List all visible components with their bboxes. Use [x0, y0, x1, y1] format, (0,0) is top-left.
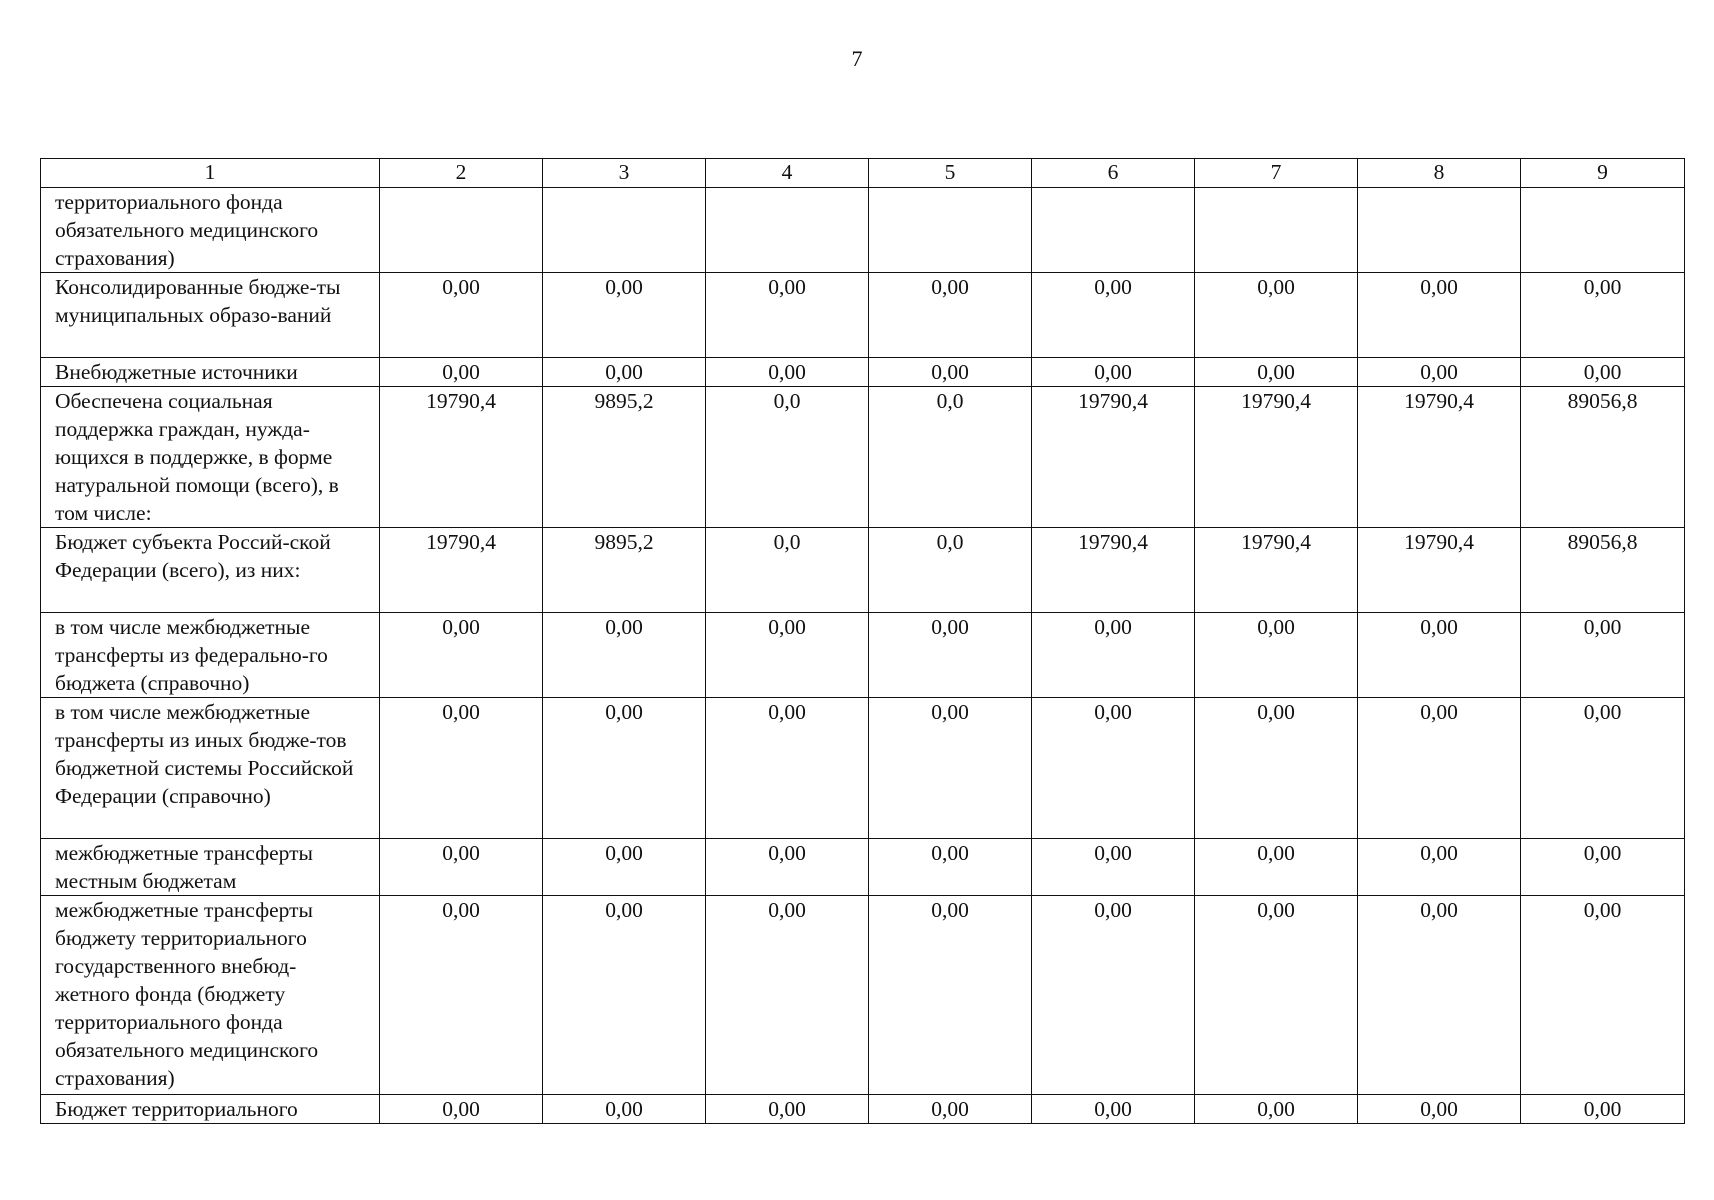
- table-cell: 0,00: [1032, 1095, 1195, 1124]
- table-cell: 0,00: [869, 698, 1032, 839]
- table-cell: 0,00: [869, 613, 1032, 698]
- table-cell: 0,00: [543, 896, 706, 1095]
- table-cell: 0,00: [543, 613, 706, 698]
- table-cell: [1521, 188, 1685, 273]
- table-cell: 0,00: [1521, 613, 1685, 698]
- column-header: 4: [706, 159, 869, 188]
- table-cell: 89056,8: [1521, 387, 1685, 528]
- table-cell: 0,00: [1521, 698, 1685, 839]
- table-cell: 0,00: [543, 273, 706, 358]
- table-cell: 0,00: [1032, 698, 1195, 839]
- table-cell: 0,00: [869, 358, 1032, 387]
- table-cell: 9895,2: [543, 528, 706, 613]
- table-cell: 19790,4: [1195, 387, 1358, 528]
- table-cell: 19790,4: [380, 387, 543, 528]
- table-cell: 0,00: [543, 839, 706, 896]
- table-cell: [706, 188, 869, 273]
- table-cell: 0,00: [1358, 698, 1521, 839]
- row-label: Обеспечена социальная поддержка граждан, нужда-ющихся в поддержке, в форме натуральной помощи (всего), в том числе:: [41, 387, 380, 528]
- table-cell: 0,00: [706, 839, 869, 896]
- table-cell: 0,00: [1032, 896, 1195, 1095]
- table-cell: 0,00: [543, 698, 706, 839]
- column-header: 9: [1521, 159, 1685, 188]
- table-cell: 0,00: [1195, 1095, 1358, 1124]
- table-cell: 0,00: [1521, 358, 1685, 387]
- table-cell: 89056,8: [1521, 528, 1685, 613]
- row-label: Бюджет территориального: [41, 1095, 380, 1124]
- table-cell: 19790,4: [380, 528, 543, 613]
- table-cell: [1195, 188, 1358, 273]
- table-cell: 0,00: [706, 698, 869, 839]
- table-cell: 0,00: [1521, 896, 1685, 1095]
- column-header: 1: [41, 159, 380, 188]
- table-cell: 0,00: [543, 358, 706, 387]
- row-label: Консолидированные бюдже-ты муниципальных образо-ваний: [41, 273, 380, 358]
- table-cell: [1032, 188, 1195, 273]
- table-cell: 0,0: [706, 528, 869, 613]
- table-cell: 0,00: [1358, 358, 1521, 387]
- table-row: [41, 528, 1685, 613]
- table-cell: 0,00: [706, 896, 869, 1095]
- table-cell: 0,00: [380, 896, 543, 1095]
- table-cell: 0,00: [869, 1095, 1032, 1124]
- table-cell: 0,00: [1358, 1095, 1521, 1124]
- table-cell: 0,00: [1032, 273, 1195, 358]
- row-label: межбюджетные трансферты бюджету территориального государственного внебюд-жетного фонда (бюджету территориального фонда обязательного медицинского страхования): [41, 896, 380, 1095]
- row-label: Бюджет субъекта Россий-ской Федерации (всего), из них:: [41, 528, 380, 613]
- table-cell: 0,0: [706, 387, 869, 528]
- table-cell: 0,00: [1521, 839, 1685, 896]
- table-cell: 0,00: [1195, 358, 1358, 387]
- table-cell: 19790,4: [1195, 528, 1358, 613]
- table-cell: [869, 188, 1032, 273]
- table-cell: 0,00: [543, 1095, 706, 1124]
- table-cell: 0,00: [706, 358, 869, 387]
- row-label: Внебюджетные источники: [41, 358, 380, 387]
- table-cell: 0,00: [1195, 273, 1358, 358]
- table-cell: 0,00: [1358, 896, 1521, 1095]
- budget-table: [40, 158, 1685, 1124]
- table-cell: [1358, 188, 1521, 273]
- table-cell: 0,00: [380, 273, 543, 358]
- table-cell: 19790,4: [1358, 528, 1521, 613]
- table-cell: 0,00: [1032, 839, 1195, 896]
- row-label: межбюджетные трансферты местным бюджетам: [41, 839, 380, 896]
- table-row: [41, 387, 1685, 528]
- table-cell: 19790,4: [1032, 387, 1195, 528]
- column-header: 8: [1358, 159, 1521, 188]
- table-cell: 0,00: [380, 1095, 543, 1124]
- row-label: в том числе межбюджетные трансферты из иных бюдже-тов бюджетной системы Российской Федерации (справочно): [41, 698, 380, 839]
- page-number: 7: [851, 46, 863, 71]
- table-cell: 9895,2: [543, 387, 706, 528]
- table-cell: 0,00: [1521, 273, 1685, 358]
- table-cell: 0,00: [1195, 613, 1358, 698]
- column-header: 2: [380, 159, 543, 188]
- table-cell: 0,00: [1032, 358, 1195, 387]
- table-cell: [543, 188, 706, 273]
- table-row: [41, 839, 1685, 896]
- table-cell: 19790,4: [1032, 528, 1195, 613]
- table-row: [41, 613, 1685, 698]
- table-row: [41, 358, 1685, 387]
- table-cell: 0,00: [706, 1095, 869, 1124]
- table-cell: 0,00: [380, 613, 543, 698]
- column-header: 7: [1195, 159, 1358, 188]
- table-row: [41, 896, 1685, 1095]
- table-cell: 0,00: [869, 273, 1032, 358]
- table-cell: 0,00: [869, 839, 1032, 896]
- table-row: [41, 1095, 1685, 1124]
- table-cell: 0,00: [1032, 613, 1195, 698]
- table-cell: 0,00: [380, 698, 543, 839]
- table-cell: 0,00: [380, 358, 543, 387]
- row-label: территориального фонда обязательного медицинского страхования): [41, 188, 380, 273]
- row-label: в том числе межбюджетные трансферты из федерально-го бюджета (справочно): [41, 613, 380, 698]
- table-header-row: [41, 159, 1685, 188]
- table-cell: 0,00: [869, 896, 1032, 1095]
- table-cell: 0,0: [869, 528, 1032, 613]
- table-cell: 0,00: [1358, 273, 1521, 358]
- table-cell: 0,00: [1358, 613, 1521, 698]
- table-cell: 19790,4: [1358, 387, 1521, 528]
- column-header: 3: [543, 159, 706, 188]
- table-cell: 0,00: [706, 613, 869, 698]
- column-header: 6: [1032, 159, 1195, 188]
- table-row: [41, 273, 1685, 358]
- table-row: [41, 188, 1685, 273]
- column-header: 5: [869, 159, 1032, 188]
- table-cell: 0,00: [1358, 839, 1521, 896]
- table-row: [41, 698, 1685, 839]
- table-cell: [380, 188, 543, 273]
- table-cell: 0,00: [706, 273, 869, 358]
- table-cell: 0,00: [1195, 698, 1358, 839]
- table-cell: 0,0: [869, 387, 1032, 528]
- table-cell: 0,00: [1521, 1095, 1685, 1124]
- table-cell: 0,00: [380, 839, 543, 896]
- table-cell: 0,00: [1195, 896, 1358, 1095]
- table-cell: 0,00: [1195, 839, 1358, 896]
